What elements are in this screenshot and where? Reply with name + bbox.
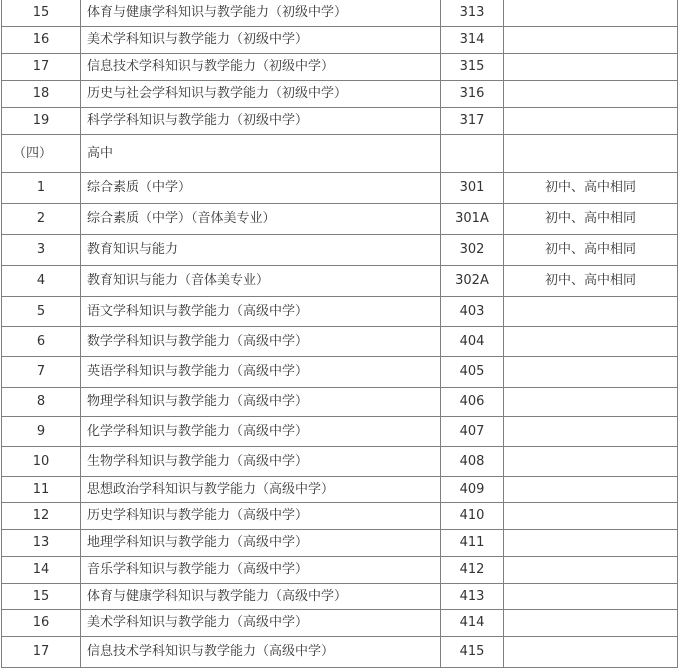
subject-note	[504, 637, 678, 668]
subject-name: 英语学科知识与教学能力（高级中学）	[81, 357, 441, 388]
subject-code: 301A	[441, 204, 504, 235]
table-row	[2, 557, 678, 584]
subject-code: 414	[441, 610, 504, 637]
table-row	[2, 297, 678, 327]
row-number: 16	[2, 27, 81, 54]
row-number: 11	[2, 477, 81, 503]
section-title: 高中	[81, 135, 441, 173]
subject-name: 音乐学科知识与教学能力（高级中学）	[81, 557, 441, 584]
subject-note	[504, 54, 678, 81]
row-number: 16	[2, 610, 81, 637]
row-number: 5	[2, 297, 81, 327]
table-row	[2, 477, 678, 503]
subject-note	[504, 417, 678, 447]
section-row-senior-high	[2, 135, 678, 173]
subject-note: 初中、高中相同	[504, 173, 678, 204]
subject-name: 物理学科知识与教学能力（高级中学）	[81, 388, 441, 417]
table-row	[2, 447, 678, 477]
table-row	[2, 235, 678, 266]
subject-code: 410	[441, 503, 504, 530]
subject-code: 301	[441, 173, 504, 204]
subject-note: 初中、高中相同	[504, 204, 678, 235]
subject-note	[504, 108, 678, 135]
subject-code: 316	[441, 81, 504, 108]
subject-code: 412	[441, 557, 504, 584]
subject-note	[504, 477, 678, 503]
subject-name: 信息技术学科知识与教学能力（高级中学）	[81, 637, 441, 668]
subject-note: 初中、高中相同	[504, 266, 678, 297]
subject-code: 313	[441, 0, 504, 27]
table-row	[2, 27, 678, 54]
table-row	[2, 417, 678, 447]
subject-code: 404	[441, 327, 504, 357]
subject-name: 体育与健康学科知识与教学能力（高级中学）	[81, 584, 441, 610]
subject-note	[504, 447, 678, 477]
subject-note	[504, 557, 678, 584]
subject-code: 314	[441, 27, 504, 54]
subject-name: 数学学科知识与教学能力（高级中学）	[81, 327, 441, 357]
subject-code: 409	[441, 477, 504, 503]
subject-note	[504, 0, 678, 27]
section-code	[441, 135, 504, 173]
subject-code: 405	[441, 357, 504, 388]
table-row	[2, 81, 678, 108]
table-row	[2, 610, 678, 637]
row-number: 15	[2, 584, 81, 610]
row-number: 10	[2, 447, 81, 477]
subject-name: 美术学科知识与教学能力（高级中学）	[81, 610, 441, 637]
row-number: 8	[2, 388, 81, 417]
table-row	[2, 503, 678, 530]
subject-code: 415	[441, 637, 504, 668]
table-row	[2, 327, 678, 357]
subject-name: 化学学科知识与教学能力（高级中学）	[81, 417, 441, 447]
table-row	[2, 266, 678, 297]
exam-subject-table	[1, 0, 678, 668]
row-number: 12	[2, 503, 81, 530]
subject-name: 思想政治学科知识与教学能力（高级中学）	[81, 477, 441, 503]
row-number: 4	[2, 266, 81, 297]
table-row	[2, 173, 678, 204]
subject-name: 综合素质（中学）	[81, 173, 441, 204]
subject-note	[504, 530, 678, 557]
row-number: 19	[2, 108, 81, 135]
row-number: 15	[2, 0, 81, 27]
subject-code: 315	[441, 54, 504, 81]
subject-code: 408	[441, 447, 504, 477]
subject-note	[504, 327, 678, 357]
subject-note	[504, 584, 678, 610]
subject-code: 317	[441, 108, 504, 135]
subject-name: 地理学科知识与教学能力（高级中学）	[81, 530, 441, 557]
subject-name: 美术学科知识与教学能力（初级中学）	[81, 27, 441, 54]
subject-name: 语文学科知识与教学能力（高级中学）	[81, 297, 441, 327]
subject-code: 413	[441, 584, 504, 610]
subject-note	[504, 27, 678, 54]
table-row	[2, 388, 678, 417]
subject-note	[504, 503, 678, 530]
row-number: 6	[2, 327, 81, 357]
subject-code: 411	[441, 530, 504, 557]
subject-name: 信息技术学科知识与教学能力（初级中学）	[81, 54, 441, 81]
subject-name: 科学学科知识与教学能力（初级中学）	[81, 108, 441, 135]
row-number: 17	[2, 54, 81, 81]
row-number: 7	[2, 357, 81, 388]
subject-code: 403	[441, 297, 504, 327]
subject-name: 教育知识与能力	[81, 235, 441, 266]
row-number: 1	[2, 173, 81, 204]
subject-code: 407	[441, 417, 504, 447]
subject-note: 初中、高中相同	[504, 235, 678, 266]
row-number: 17	[2, 637, 81, 668]
subject-note	[504, 610, 678, 637]
table-body	[2, 0, 678, 668]
table-row	[2, 54, 678, 81]
subject-code: 302	[441, 235, 504, 266]
subject-name: 体育与健康学科知识与教学能力（初级中学）	[81, 0, 441, 27]
subject-name: 历史学科知识与教学能力（高级中学）	[81, 503, 441, 530]
row-number: 9	[2, 417, 81, 447]
subject-name: 历史与社会学科知识与教学能力（初级中学）	[81, 81, 441, 108]
table-row	[2, 637, 678, 668]
subject-name: 教育知识与能力（音体美专业）	[81, 266, 441, 297]
section-note	[504, 135, 678, 173]
table-row	[2, 357, 678, 388]
row-number: 3	[2, 235, 81, 266]
subject-note	[504, 81, 678, 108]
table-row	[2, 204, 678, 235]
subject-note	[504, 388, 678, 417]
row-number: 2	[2, 204, 81, 235]
table-row	[2, 530, 678, 557]
subject-code: 302A	[441, 266, 504, 297]
row-number: 13	[2, 530, 81, 557]
subject-name: 生物学科知识与教学能力（高级中学）	[81, 447, 441, 477]
table-row	[2, 0, 678, 27]
section-number: （四）	[2, 135, 81, 173]
row-number: 14	[2, 557, 81, 584]
row-number: 18	[2, 81, 81, 108]
subject-code: 406	[441, 388, 504, 417]
table-row	[2, 108, 678, 135]
subject-note	[504, 297, 678, 327]
subject-note	[504, 357, 678, 388]
subject-name: 综合素质（中学）（音体美专业）	[81, 204, 441, 235]
table-row	[2, 584, 678, 610]
